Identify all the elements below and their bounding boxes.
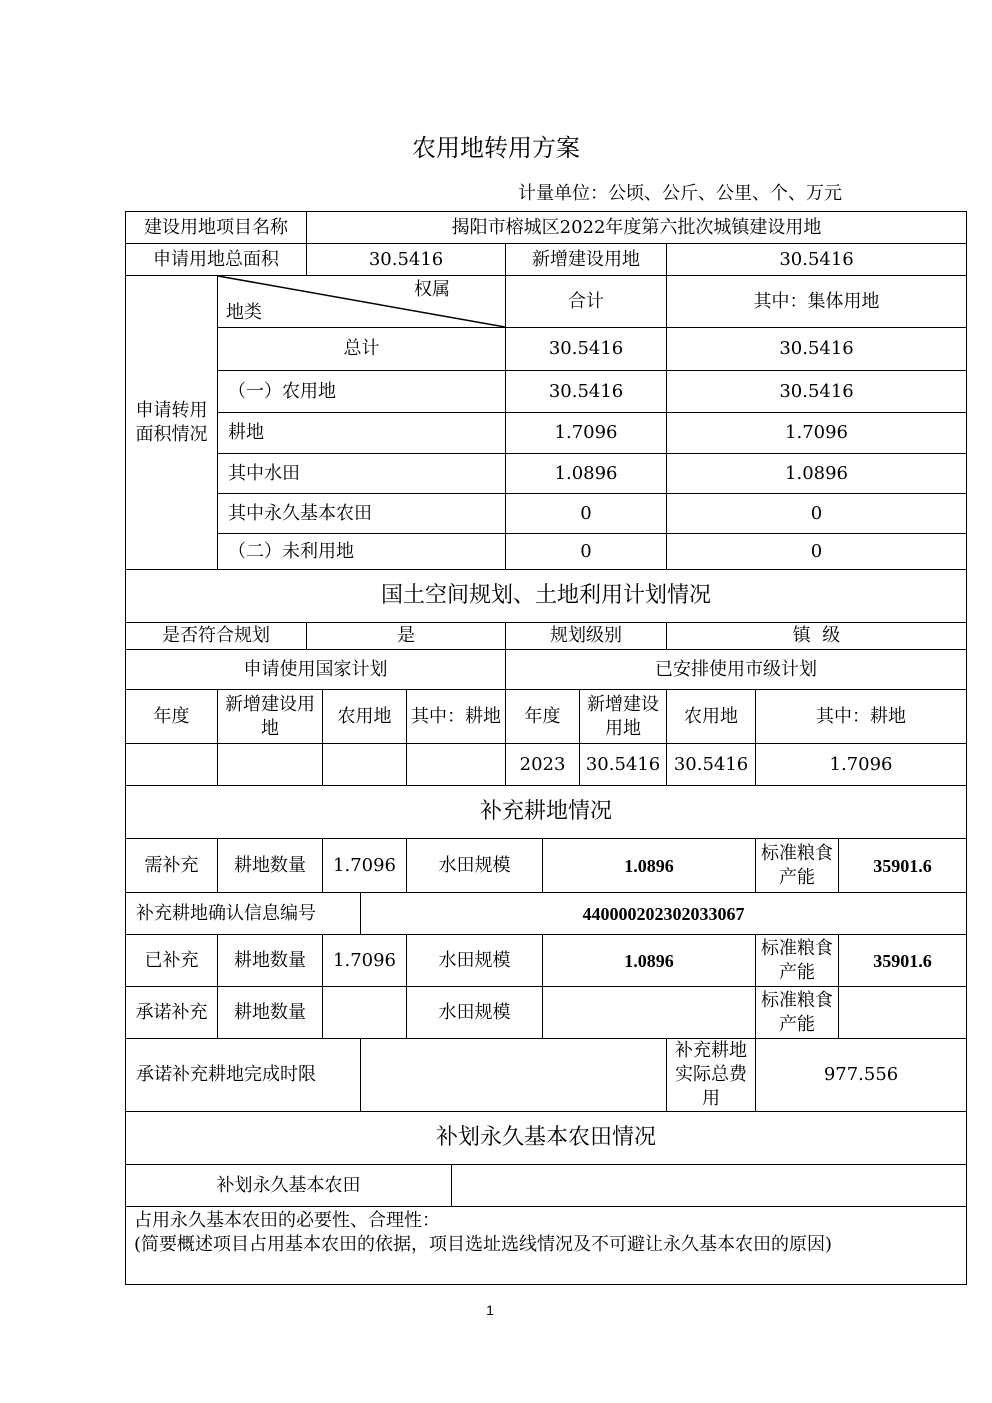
paddy-label: 水田规模 — [407, 935, 543, 987]
paddy-label: 水田规模 — [407, 987, 543, 1039]
row-collective: 1.7096 — [667, 413, 967, 454]
col-year: 年度 — [126, 690, 218, 744]
city-agri: 30.5416 — [667, 744, 756, 786]
national-plan-label: 申请使用国家计划 — [126, 650, 506, 690]
header-total: 合计 — [506, 276, 667, 328]
grain-label: 标准粮食产能 — [756, 935, 839, 987]
row-label: （一）农用地 — [218, 371, 506, 413]
city-plan-label: 已安排使用市级计划 — [506, 650, 967, 690]
row-total: 30.5416 — [506, 371, 667, 413]
need-grain: 35901.6 — [839, 839, 967, 893]
unit-note: 计量单位：公顷、公斤、公里、个、万元 — [518, 183, 842, 204]
cost-label: 补充耕地实际总费用 — [667, 1039, 756, 1112]
row-label: 其中永久基本农田 — [218, 494, 506, 534]
national-agri — [323, 744, 407, 786]
col-arable: 其中：耕地 — [407, 690, 506, 744]
national-new — [218, 744, 323, 786]
row-label: 总计 — [218, 328, 506, 371]
new-construction-value: 30.5416 — [667, 244, 967, 276]
level-label: 规划级别 — [506, 623, 667, 650]
row-total: 1.7096 — [506, 413, 667, 454]
cost-value: 977.556 — [756, 1039, 967, 1112]
qty-label: 耕地数量 — [218, 935, 323, 987]
header-collective: 其中：集体用地 — [667, 276, 967, 328]
row-total: 0 — [506, 494, 667, 534]
project-name-value: 揭阳市榕城区2022年度第六批次城镇建设用地 — [307, 212, 967, 244]
col-agri: 农用地 — [323, 690, 407, 744]
promise-grain — [839, 987, 967, 1039]
col-new: 新增建设用地 — [580, 690, 667, 744]
row-collective: 0 — [667, 534, 967, 570]
row-total: 30.5416 — [506, 328, 667, 371]
row-collective: 1.0896 — [667, 454, 967, 494]
col-new: 新增建设用地 — [218, 690, 323, 744]
diagonal-header-cell — [218, 276, 506, 328]
necessity-note — [126, 1207, 967, 1285]
row-label: 耕地 — [218, 413, 506, 454]
conform-label: 是否符合规划 — [126, 623, 307, 650]
national-year — [126, 744, 218, 786]
grain-label: 标准粮食产能 — [756, 987, 839, 1039]
done-paddy: 1.0896 — [543, 935, 756, 987]
necessity-line1: 占用永久基本农田的必要性、合理性： — [134, 1210, 440, 1231]
deadline-value — [361, 1039, 667, 1112]
qty-label: 耕地数量 — [218, 839, 323, 893]
level-value: 镇 级 — [667, 623, 967, 650]
new-construction-label: 新增建设用地 — [506, 244, 667, 276]
need-label: 需补充 — [126, 839, 218, 893]
col-year: 年度 — [506, 690, 580, 744]
confirm-value: 440000202302033067 — [361, 893, 967, 935]
area-value: 30.5416 — [307, 244, 506, 276]
conversion-table — [125, 211, 967, 1285]
qty-label: 耕地数量 — [218, 987, 323, 1039]
row-collective: 30.5416 — [667, 371, 967, 413]
need-qty: 1.7096 — [323, 839, 407, 893]
done-label: 已补充 — [126, 935, 218, 987]
project-name-label: 建设用地项目名称 — [126, 212, 307, 244]
basic-farmland-heading: 补划永久基本农田情况 — [126, 1112, 967, 1165]
planning-heading: 国土空间规划、土地利用计划情况 — [126, 570, 967, 623]
col-arable: 其中：耕地 — [756, 690, 967, 744]
conform-value: 是 — [307, 623, 506, 650]
paddy-label: 水田规模 — [407, 839, 543, 893]
header-ownership: 权属 — [414, 279, 451, 300]
row-collective: 0 — [667, 494, 967, 534]
area-label: 申请用地总面积 — [126, 244, 307, 276]
city-arable: 1.7096 — [756, 744, 967, 786]
promise-label: 承诺补充 — [126, 987, 218, 1039]
row-label: （二）未利用地 — [218, 534, 506, 570]
grain-label: 标准粮食产能 — [756, 839, 839, 893]
deadline-label: 承诺补充耕地完成时限 — [126, 1039, 361, 1112]
supplement-heading: 补充耕地情况 — [126, 786, 967, 839]
row-total: 0 — [506, 534, 667, 570]
city-new: 30.5416 — [580, 744, 667, 786]
conversion-section-label: 申请转用面积情况 — [126, 276, 218, 570]
page-number: 1 — [486, 1302, 494, 1318]
page-title: 农用地转用方案 — [412, 134, 580, 162]
col-agri: 农用地 — [667, 690, 756, 744]
need-paddy: 1.0896 — [543, 839, 756, 893]
confirm-label: 补充耕地确认信息编号 — [126, 893, 361, 935]
row-label: 其中水田 — [218, 454, 506, 494]
city-year: 2023 — [506, 744, 580, 786]
row-total: 1.0896 — [506, 454, 667, 494]
basic-farmland-value — [452, 1165, 967, 1207]
done-qty: 1.7096 — [323, 935, 407, 987]
promise-qty — [323, 987, 407, 1039]
promise-paddy — [543, 987, 756, 1039]
done-grain: 35901.6 — [839, 935, 967, 987]
row-collective: 30.5416 — [667, 328, 967, 371]
necessity-line2: (简要概述项目占用基本农田的依据，项目选址选线情况及不可避让永久基本农田的原因) — [134, 1234, 833, 1255]
national-arable — [407, 744, 506, 786]
header-landtype: 地类 — [226, 302, 262, 323]
basic-farmland-label: 补划永久基本农田 — [126, 1165, 452, 1207]
